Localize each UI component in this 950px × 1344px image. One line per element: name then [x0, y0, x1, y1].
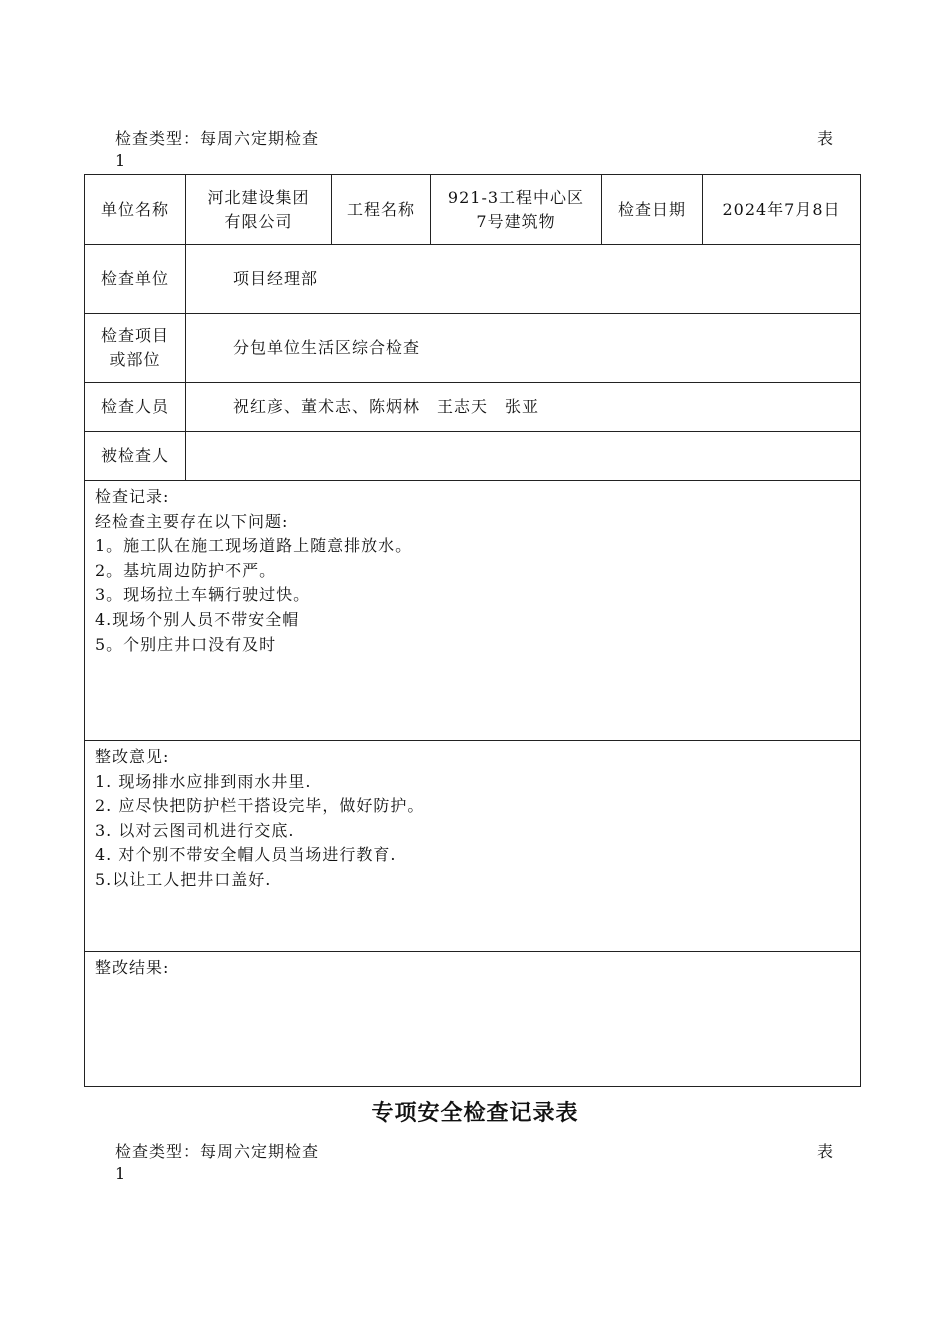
unit-name-label: 单位名称 [85, 175, 186, 245]
inspection-date-label: 检查日期 [602, 175, 703, 245]
inspection-record [85, 481, 861, 741]
rectify-line: 1. 现场排水应排到雨水井里. [95, 771, 312, 791]
inspection-record-table [84, 174, 861, 1087]
rectification-opinion [85, 741, 861, 952]
table-label: 表 [817, 129, 835, 148]
record-line: 4.现场个别人员不带安全帽 [95, 609, 300, 629]
record-line: 3。现场拉土车辆行驶过快。 [95, 585, 311, 605]
record-line: 2。基坑周边防护不严。 [95, 560, 277, 580]
unit-name-value: 河北建设集团 有限公司 [186, 175, 332, 245]
inspectee-value [186, 432, 861, 481]
rectify-line: 2. 应尽快把防护栏干搭设完毕，做好防护。 [95, 796, 425, 816]
inspectors-label: 检查人员 [85, 383, 186, 432]
project-name-label: 工程名称 [332, 175, 431, 245]
rectify-line: 3. 以对云图司机进行交底. [95, 820, 295, 840]
inspectee-label: 被检查人 [85, 432, 186, 481]
record-line: 经检查主要存在以下问题: [95, 511, 289, 531]
record-line: 1。施工队在施工现场道路上随意排放水。 [95, 536, 413, 556]
inspectors-value: 祝红彦、董术志、陈炳林 王志天 张亚 [186, 383, 861, 432]
rectify-line: 4. 对个别不带安全帽人员当场进行教育. [95, 845, 397, 865]
rectification-result [85, 952, 861, 1087]
table-label-2: 表 [817, 1142, 835, 1161]
inspect-item-label: 检查项目 或部位 [85, 314, 186, 383]
inspect-unit-label: 检查单位 [85, 245, 186, 314]
record-line: 5。个别庄井口没有及时 [95, 634, 277, 654]
inspect-item-value: 分包单位生活区综合检查 [186, 314, 861, 383]
table-number-2: 1 [115, 1164, 127, 1183]
inspection-type: 检查类型：每周六定期检查 [115, 129, 320, 148]
rectify-title: 整改意见: [95, 747, 170, 766]
rectify-line: 5.以让工人把井口盖好. [95, 869, 272, 889]
inspection-type-2: 检查类型：每周六定期检查 [115, 1142, 320, 1161]
inspect-unit-value: 项目经理部 [186, 245, 861, 314]
table-number: 1 [115, 151, 127, 170]
result-title: 整改结果: [95, 958, 170, 977]
inspection-date-value: 2024年7月8日 [703, 175, 861, 245]
project-name-value: 921-3工程中心区 7号建筑物 [431, 175, 602, 245]
form-title: 专项安全检查记录表 [371, 1101, 579, 1126]
record-title: 检查记录: [95, 487, 170, 506]
